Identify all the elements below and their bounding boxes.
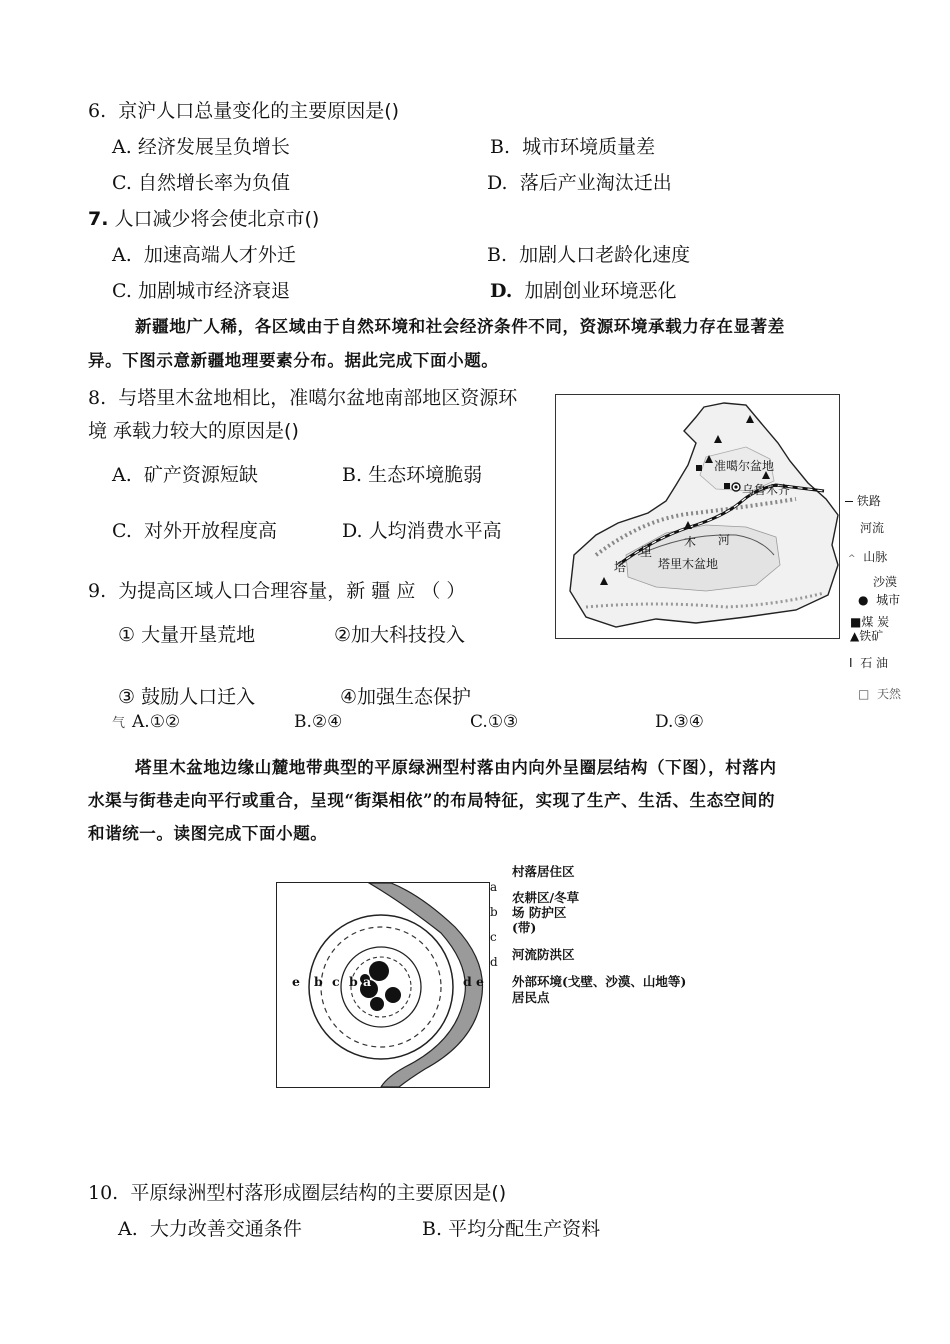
q7-option-b-letter: B. [487,244,508,266]
q8-option-b-text: 生态环境脆弱 [368,464,483,486]
village-letter-d: d [490,955,498,969]
q9-option-c-letter: C. [470,712,488,732]
village-legend-shelter: 场 防护区 [512,905,567,920]
q6-option-b [490,132,655,159]
tarim-intro-line3: 和谐统一。读图完成下面小题。 [88,824,328,843]
q7-option-b-text: 加剧人口老龄化速度 [519,244,691,266]
q8-stem-line1-text: 与塔里木盆地相比，准噶尔盆地南部地区资源环 [118,387,518,409]
map-legend-gas [858,685,901,702]
q7-option-c-letter: C. [112,280,132,302]
village-diagram-svg [277,883,489,1087]
railway-legend-icon [845,501,853,502]
q9-option-a-text: ①② [149,712,181,732]
village-letter-c: c [490,930,497,944]
q6-option-b-letter: B. [490,136,511,158]
map-legend-gas-text: 天然 [876,687,901,701]
village-letter-a: a [490,880,498,894]
q9-option-a-letter: A. [132,712,150,732]
q10-number: 10. [88,1182,119,1204]
map-legend-iron-text: 铁矿 [859,629,884,643]
coal-marker [696,465,702,471]
q10-option-a [118,1214,302,1241]
mountain-legend-icon: ^ [848,554,856,564]
ring-label-a: a [363,974,372,989]
map-legend-river: 河流 [860,521,885,535]
q7-option-c-text: 加剧城市经济衰退 [137,280,290,302]
q7-option-a-text: 加速高端人才外迁 [143,244,296,266]
q6-option-d-text: 落后产业淘汰迁出 [519,172,672,194]
tarim-intro-line2: 水渠与街巷走向平行或重合，呈现“街渠相依”的布局特征，实现了生产、生活、生态空间的 [88,791,776,810]
map-legend-coal-text: 煤 炭 [861,615,890,629]
urumqi-city-dot [734,485,737,488]
q9-option-d-letter: D. [655,712,674,732]
q7-option-c [112,276,290,303]
q6-option-a-letter: A. [112,136,132,158]
iron-legend-icon: ▲ [850,629,860,643]
q8-stem-line1 [88,383,517,410]
q7-option-d-text: 加剧创业环境恶化 [524,280,677,302]
stray-char: 气 [112,716,126,731]
gas-legend-icon: □ [858,687,870,701]
map-legend-railway-text: 铁路 [856,494,881,508]
q9-option-b-letter: B. [294,712,312,732]
q8-option-a-text: 矿产资源短缺 [143,464,258,486]
shelter-belt-outer-ring [309,915,453,1059]
q9-option-d [655,712,704,732]
village-diagram [276,882,490,1088]
q8-option-d-letter: D. [342,520,363,542]
q10-stem-text: 平原绿洲型村落形成圈层结构的主要原因是() [130,1182,507,1204]
q9-stem [88,576,465,603]
q8-number: 8. [88,387,107,409]
xinjiang-map-svg [556,395,839,638]
q8-option-b [342,460,482,487]
map-legend-mountain-text: 山脉 [863,550,888,564]
residence-dot [370,997,384,1011]
q7-number: 7. [88,208,109,230]
ring-label-e-left: e [292,974,300,989]
q9-option-d-text: ③④ [673,712,704,732]
q10-option-a-letter: A. [118,1218,138,1240]
q9-item-3: ③ 鼓励人口迁入 [118,686,256,708]
map-label-junggar: 准噶尔盆地 [714,459,775,473]
q7-option-a-letter: A. [112,244,132,266]
village-letter-b: b [490,905,498,919]
q6-stem [88,96,399,123]
tarim-intro-line1: 塔里木盆地边缘山麓地带典型的平原绿洲型村落由内向外呈圈层结构（下图），村落内 [135,758,777,777]
q9-option-b-text: ②④ [311,712,343,732]
xinjiang-intro-line1: 新疆地广人稀，各区域由于自然环境和社会经济条件不同，资源环境承载力存在显著差 [135,317,785,336]
map-legend-oil [849,654,888,671]
q6-stem-text: 京沪人口总量变化的主要原因是() [118,100,400,122]
q9-option-a [132,712,180,732]
ring-label-c-left: c [332,974,340,989]
ring-label-d-right: d [463,974,472,989]
map-legend-city [858,591,900,608]
map-legend-city-text: 城市 [876,593,901,607]
village-legend-belt: (带) [512,920,537,935]
map-label-tarim-basin: 塔里木盆地 [658,557,719,571]
q9-option-b [294,712,342,732]
q8-option-c-text: 对外开放程度高 [144,520,278,542]
q7-option-d-letter: D. [490,280,513,302]
q10-option-b-text: 平均分配生产资料 [448,1218,601,1240]
q9-stem-text: 为提高区域人口合理容量，新 疆 应 （ ） [118,580,466,602]
map-legend-railway [845,492,881,509]
q6-option-d [487,168,672,195]
q6-number: 6. [88,100,107,122]
map-label-he: 河 [718,533,731,547]
village-legend-residential: 村落居住区 [512,864,575,879]
q10-option-b [422,1214,600,1241]
q6-option-b-text: 城市环境质量差 [522,136,656,158]
q6-option-a-text: 经济发展呈负增长 [137,136,290,158]
map-label-ta: 塔 [614,560,627,574]
map-label-urumqi: 乌鲁木齐 [742,483,791,497]
xinjiang-outline [570,403,838,627]
ring-label-e-right: e [476,974,484,989]
city-legend-icon: ● [858,593,869,607]
village-legend-external: 外部环境(戈壁、沙漠、山地等) [512,974,687,989]
map-legend-mountain [848,548,887,565]
q7-option-a [112,240,296,267]
q6-option-d-letter: D. [487,172,508,194]
q9-number: 9. [88,580,107,602]
q8-option-d-text: 人均消费水平高 [368,520,502,542]
q9-item-2: ②加大科技投入 [334,624,466,646]
village-legend-flood: 河流防洪区 [512,947,575,962]
village-legend-farmland: 农耕区/冬草 [512,890,580,905]
q10-option-a-text: 大力改善交通条件 [149,1218,302,1240]
ring-label-b-left: b [314,974,323,989]
q8-option-c [112,516,277,543]
q8-stem-line2: 境 承载力较大的原因是() [88,420,299,442]
q10-stem [88,1178,506,1205]
q6-option-c [112,168,290,195]
coal-legend-icon: ■ [850,615,862,629]
residence-dot [385,987,401,1003]
q7-stem [88,204,319,231]
coal-marker [724,483,730,489]
q7-option-b [487,240,690,267]
residence-dot [369,961,389,981]
oil-legend-icon: I [849,656,853,670]
q6-option-c-letter: C. [112,172,132,194]
map-label-mu: 木 [684,535,697,549]
q9-item-1: ① 大量开垦荒地 [118,624,256,646]
xinjiang-map [555,394,840,639]
q6-option-c-text: 自然增长率为负值 [137,172,290,194]
map-legend-oil-text: 石 油 [860,656,889,670]
xinjiang-intro-line2: 异。下图示意新疆地理要素分布。据此完成下面小题。 [88,351,499,370]
map-legend-desert: 沙漠 [873,575,898,589]
village-legend-settlement: 居民点 [512,990,550,1005]
q8-option-a [112,460,258,487]
q8-option-d [342,516,502,543]
q8-option-a-letter: A. [112,464,132,486]
q7-option-d [490,276,677,303]
q9-item-4: ④加强生态保护 [340,686,472,708]
q8-option-c-letter: C. [112,520,132,542]
q7-stem-text: 人口减少将会使北京市() [114,208,320,230]
q6-option-a [112,132,290,159]
q8-option-b-letter: B. [342,464,363,486]
ring-label-b-inner: b [349,974,358,989]
map-label-li: 里 [640,545,653,559]
q9-option-c [470,712,518,732]
q9-option-c-text: ①③ [487,712,519,732]
map-legend-iron [850,627,883,644]
q10-option-b-letter: B. [422,1218,443,1240]
